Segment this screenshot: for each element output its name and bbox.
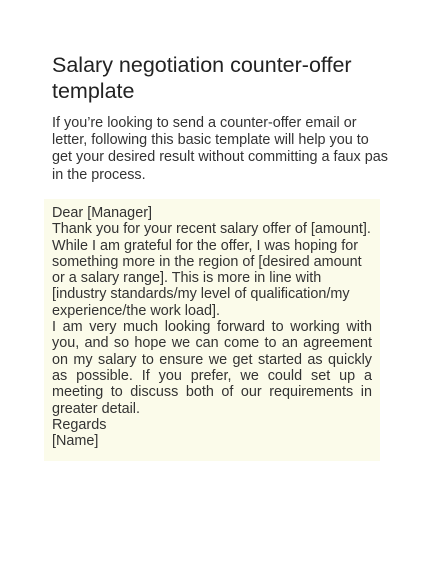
letter-signature: [Name] <box>52 433 99 450</box>
letter-paragraph-2: I am very much looking forward to working with you, and so hope we can come to an agreement on my salary to ensure we get started as quickly as possible. If you prefer, we could set up a meeting to discuss both of our requirements in greater detail. <box>52 319 372 417</box>
letter-paragraph-1: Thank you for your recent salary offer of [amount]. While I am grateful for the offer, I was hoping for something more in the region of [desired amount or a salary range]. This is more in line with [industry standards/my level of qualification/my experience/the work load]. <box>52 221 371 319</box>
intro-paragraph: If you’re looking to send a counter-offer email or letter, following this basic template will help you to get your desired result without committing a faux pas in the process. <box>52 115 388 183</box>
letter-template-box <box>44 199 380 461</box>
letter-greeting: Dear [Manager] <box>52 205 152 221</box>
page-title: Salary negotiation counter-offer template <box>52 53 352 103</box>
letter-closing: Regards <box>52 416 107 433</box>
